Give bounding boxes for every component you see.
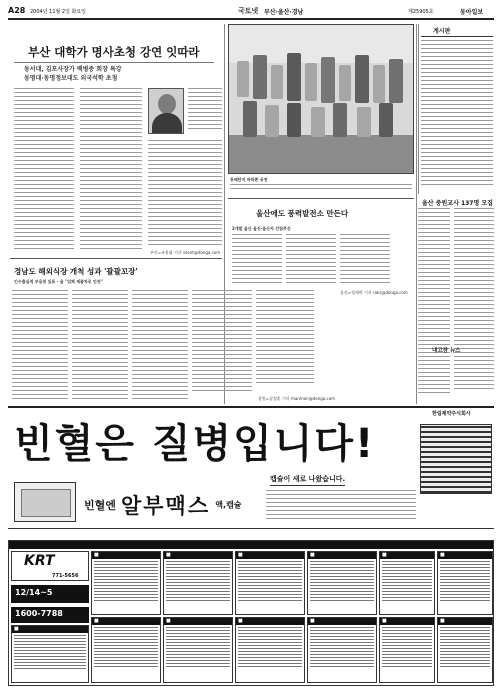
sidebar-section2-title: 내고장 뉴스 bbox=[432, 348, 461, 354]
section-title: 부산·울산·경남 bbox=[264, 9, 304, 16]
portrait-photo bbox=[148, 88, 184, 134]
krt-brand: KRT bbox=[24, 553, 55, 569]
story3-byline: 울산=정재락 기자 raks@donga.com bbox=[340, 290, 408, 295]
krt-phone: 771-5656 bbox=[52, 573, 79, 579]
phone-big: 1600-7788 bbox=[15, 609, 63, 618]
krt-ad bbox=[11, 551, 89, 581]
story1-deck-1: 동서대, 김포사장가 백병중 회장 특강 bbox=[24, 66, 122, 73]
banner-tagline: 캡슐이 새로 나왔습니다. bbox=[270, 474, 345, 486]
banner-fine-print bbox=[266, 490, 416, 528]
banner-product-prefix: 빈혈엔 bbox=[84, 499, 116, 512]
story1-body-col1 bbox=[14, 88, 74, 254]
marathon-photo bbox=[228, 24, 414, 174]
banner-product-suffix: 액,캡슐 bbox=[215, 500, 242, 510]
page-header bbox=[8, 6, 494, 17]
story2-deck: 인수출실적 부용위 있표 · 을 "업체 제품차로 안전" bbox=[14, 279, 103, 284]
story4-body-col1 bbox=[418, 208, 450, 398]
banner-product bbox=[84, 490, 241, 516]
promo-box bbox=[11, 585, 89, 603]
story1-body-col4 bbox=[148, 140, 222, 254]
issue-date: 2004년 11월 2일 화요일 bbox=[30, 9, 87, 15]
story1-headline: 부산 대학가 명사초청 강연 잇따라 bbox=[28, 45, 200, 59]
story2-body-col4 bbox=[192, 290, 252, 404]
story2-headline: 경남도 해외식장 개척 성과 '괄괄꼬장' bbox=[14, 267, 138, 276]
story1-body-col3 bbox=[188, 88, 222, 134]
story3-body-col3 bbox=[340, 234, 390, 288]
issue-number: 제25905호 bbox=[408, 9, 434, 15]
banner-headline: 빈혈은 질병입니다! bbox=[14, 421, 376, 467]
story2-body-col1 bbox=[12, 290, 68, 404]
story3-body-col2 bbox=[286, 234, 336, 288]
story3-body-col1 bbox=[232, 234, 282, 288]
phone-big-box bbox=[11, 607, 89, 623]
section-mark: 국토넷 bbox=[238, 7, 259, 15]
story4-headline: 울산 중원교사 137명 모집 bbox=[422, 200, 493, 207]
story2-body-col3 bbox=[132, 290, 188, 404]
story2-body-col2 bbox=[72, 290, 128, 404]
story1-byline: 부산=조용휘 기자 silent@donga.com bbox=[150, 250, 221, 255]
photo-caption bbox=[230, 184, 412, 194]
promo-date: 12/14~5 bbox=[15, 588, 53, 597]
company-name: 한림제약주식회사 bbox=[432, 411, 471, 417]
story1-deck-2: 동명대·동명정보대도 외국석학 초청 bbox=[24, 75, 118, 82]
capsule-image bbox=[420, 424, 492, 494]
photo-caption-title: 동래단지 마라톤 공연 bbox=[230, 177, 268, 182]
sidebar-title: 게시판 bbox=[433, 28, 451, 35]
product-box-image bbox=[14, 482, 76, 522]
page-number: A28 bbox=[8, 6, 26, 15]
story3-deck: 2개발 울산 울진·울산자 건립추진 bbox=[232, 226, 291, 231]
banner-ad bbox=[8, 410, 494, 538]
sidebar-board bbox=[418, 24, 494, 194]
banner-product-name: 알부맥스 bbox=[120, 494, 211, 518]
sidebar-body bbox=[421, 40, 493, 190]
story2-body-col5 bbox=[256, 290, 314, 404]
paper-name: 동아일보 bbox=[460, 9, 484, 16]
story3-headline: 울산에도 풍력발전소 만든다 bbox=[256, 209, 349, 218]
story1-body-col2 bbox=[80, 88, 142, 254]
story4-body-col2 bbox=[454, 208, 494, 398]
story2-byline: 창원=강정훈 기자 manman@donga.com bbox=[258, 396, 336, 401]
classifieds-area: KRT 771-5656 12/14~5 1600-7788 ■ ■ ■ ■ ■ ■ ■ ■ ■ ■ ■ ■ ■ bbox=[8, 540, 494, 686]
